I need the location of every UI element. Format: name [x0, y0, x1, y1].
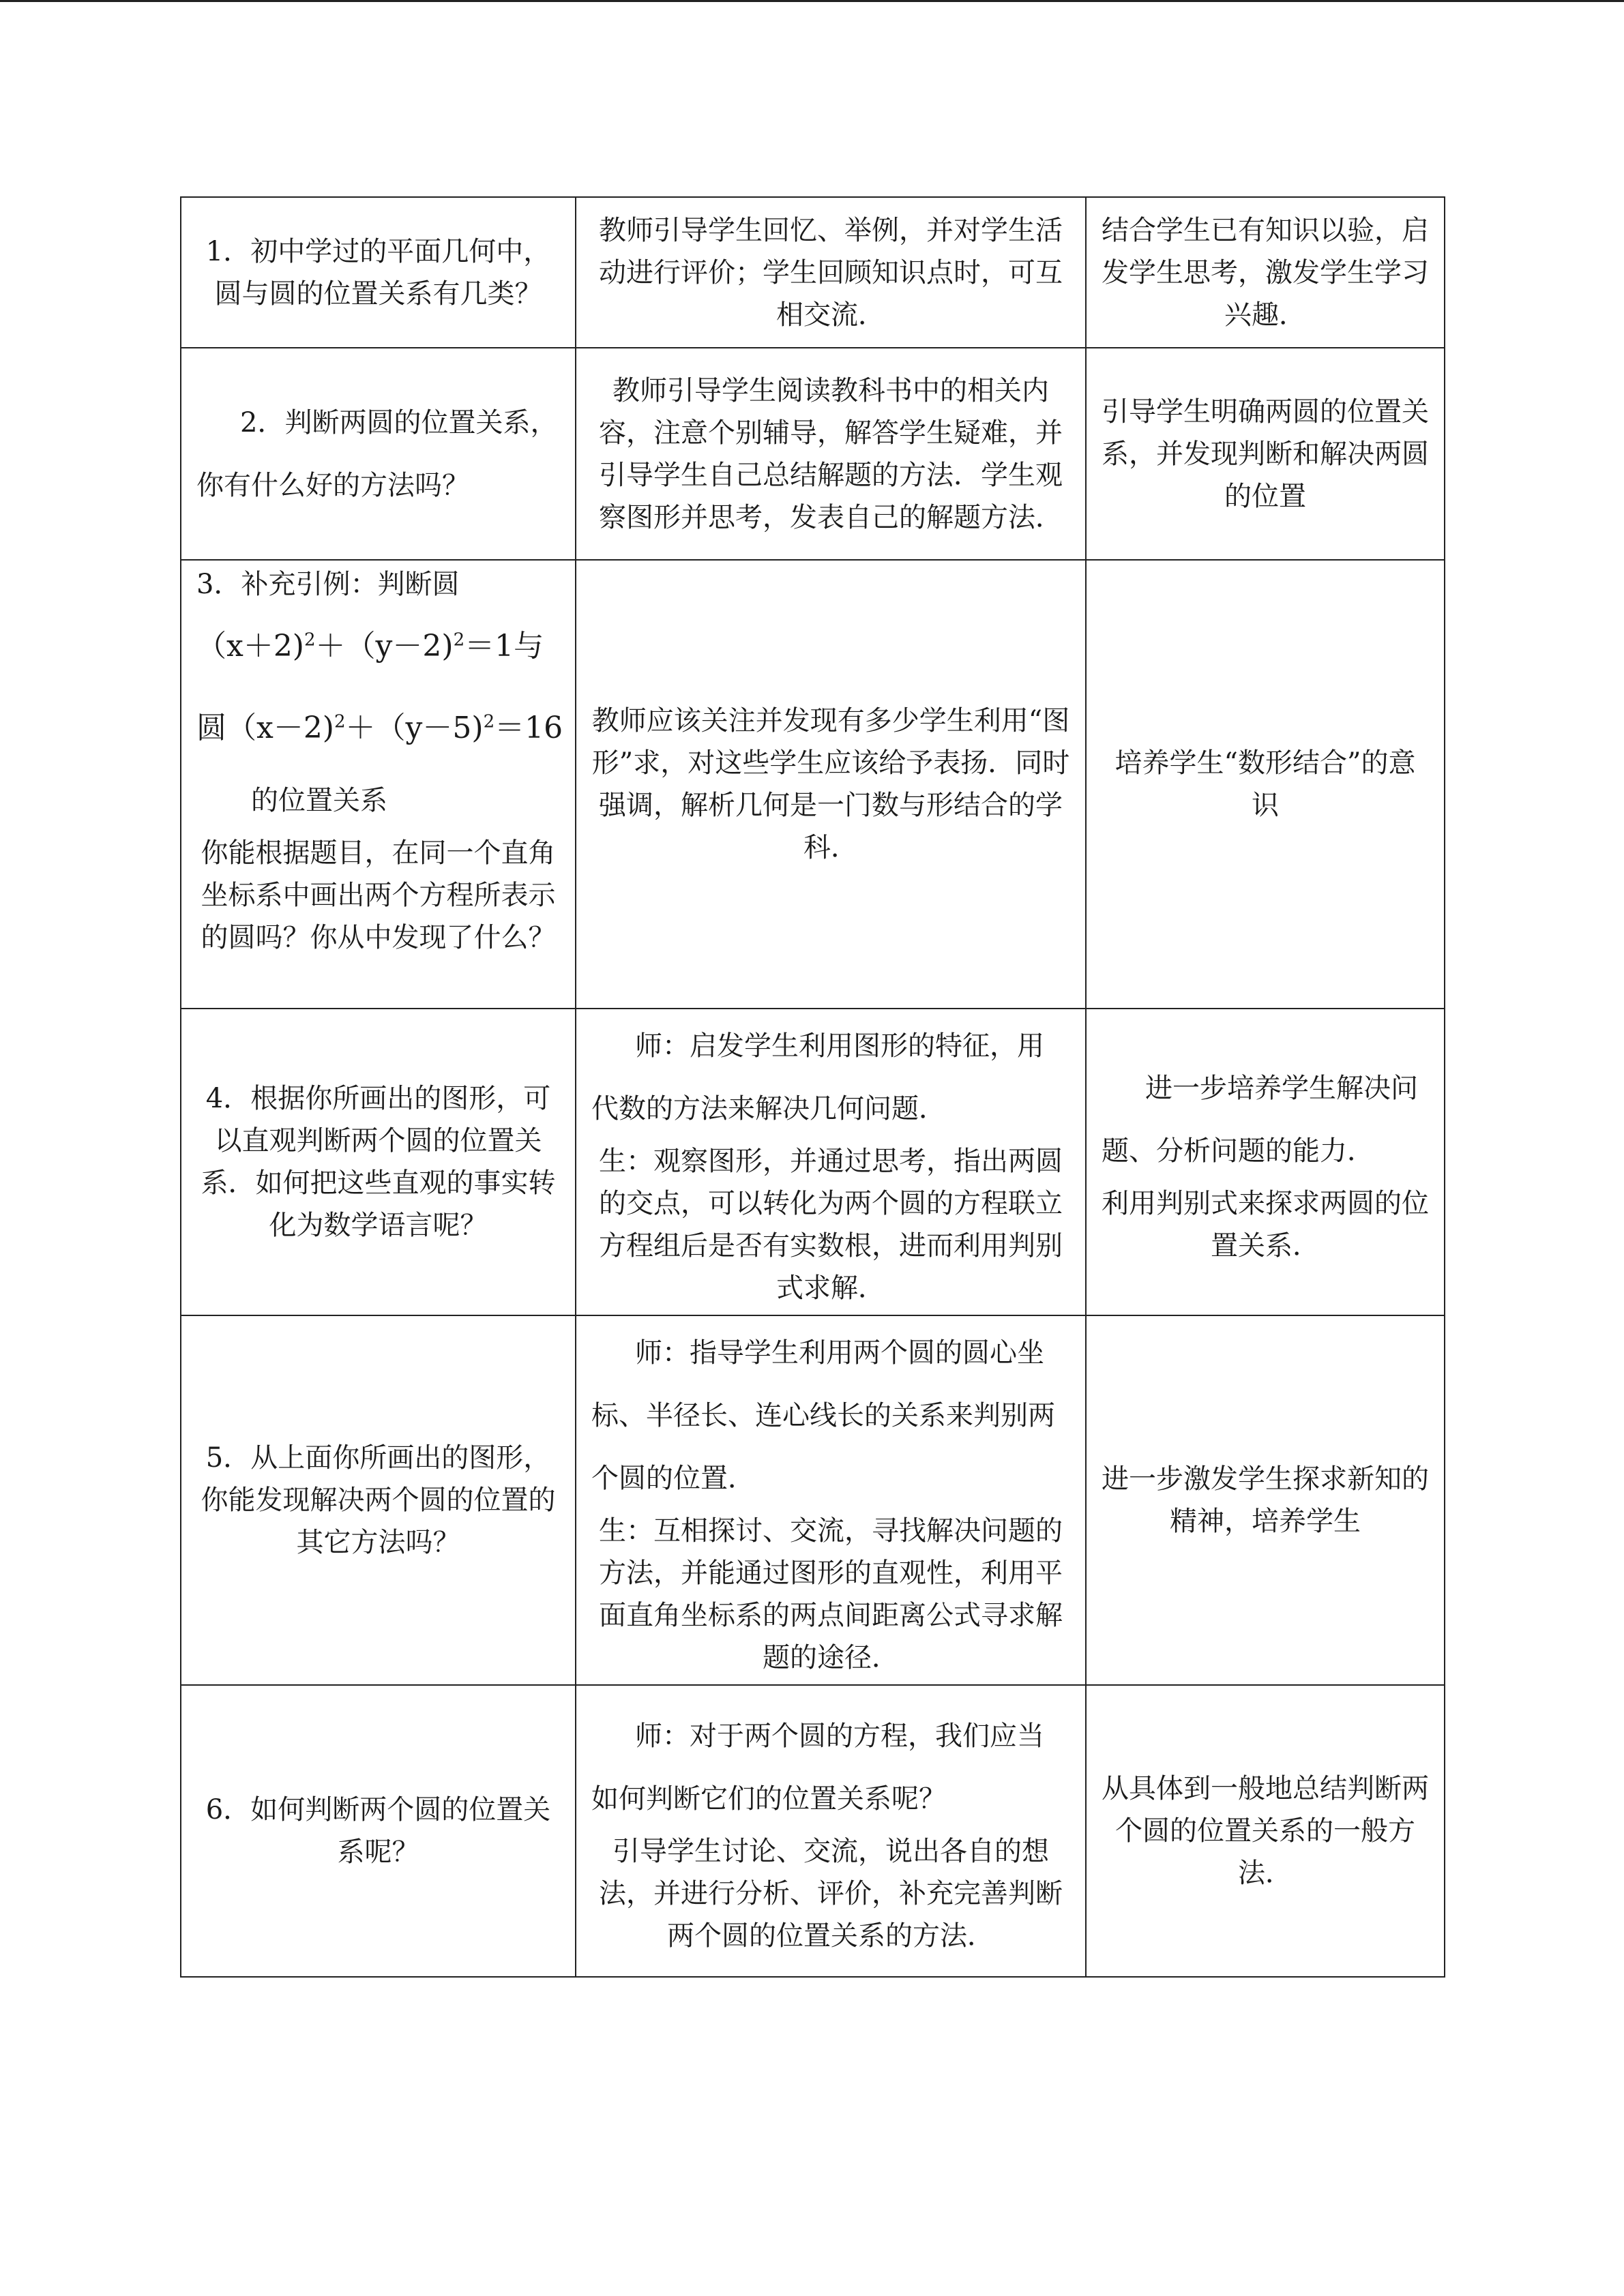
activity-text: 教师引导学生回忆、举例，并对学生活动进行评价；学生回顾知识点时，可互相交流． — [599, 214, 1063, 331]
question-cell — [181, 197, 576, 348]
circle-equation-2: 圆（x－2)$^2$＋（y－5)$^2$＝16 — [196, 711, 563, 745]
question-text: 2．判断两圆的位置关系，你有什么好的方法吗？ — [196, 406, 558, 501]
design-intent-cell — [1086, 348, 1445, 560]
page-top-border — [0, 0, 1624, 2]
table-row — [181, 1315, 1445, 1685]
design-intent-cell — [1086, 197, 1445, 348]
activity-text: 教师引导学生阅读教科书中的相关内容，注意个别辅导，解答学生疑难，并引导学生自己总结解题的方法．学生观察图形并思考，发表自己的解题方法． — [599, 374, 1063, 533]
activity-text: 生：观察图形，并通过思考，指出两圆的交点，可以转化为两个圆的方程联立方程组后是否有实数根，进而利用判别式求解． — [599, 1146, 1063, 1304]
question-text: 5．从上面你所画出的图形，你能发现解决两个圆的位置的其它方法吗？ — [201, 1442, 556, 1558]
question-cell — [181, 1685, 576, 1977]
activity-text: 师：启发学生利用图形的特征，用代数的方法来解决几何问题． — [591, 1030, 1044, 1124]
question-text: 的位置关系 — [251, 785, 387, 816]
question-text: 6．如何判断两个圆的位置关系呢？ — [205, 1794, 551, 1868]
intent-text: 结合学生已有知识以验，启发学生思考，激发学生学习兴趣． — [1102, 214, 1429, 331]
teacher-activity-cell — [576, 1315, 1086, 1685]
intent-text: 培养学生“数形结合”的意识 — [1114, 747, 1416, 821]
table-row — [181, 1009, 1445, 1315]
intent-text: 利用判别式来探求两圆的位置关系． — [1102, 1188, 1429, 1262]
teacher-activity-cell — [576, 348, 1086, 560]
design-intent-cell — [1086, 1009, 1445, 1315]
activity-text: 师：指导学生利用两个圆的圆心坐标、半径长、连心线长的关系来判别两个圆的位置． — [591, 1337, 1055, 1494]
table-row — [181, 560, 1445, 1009]
design-intent-cell — [1086, 1685, 1445, 1977]
activity-text: 引导学生讨论、交流，说出各自的想法，并进行分析、评价，补充完善判断两个圆的位置关系的方法． — [599, 1836, 1063, 1952]
question-cell — [181, 348, 576, 560]
activity-text: 师：对于两个圆的方程，我们应当如何判断它们的位置关系呢？ — [591, 1720, 1044, 1815]
lesson-plan-table — [180, 196, 1445, 1978]
intent-text: 引导学生明确两圆的位置关系，并发现判断和解决两圆的位置 — [1102, 396, 1429, 512]
table-row — [181, 197, 1445, 348]
teacher-activity-cell — [576, 560, 1086, 1009]
question-cell — [181, 1315, 576, 1685]
intent-text: 进一步激发学生探求新知的精神，培养学生 — [1102, 1463, 1429, 1537]
question-intro: 3．补充引例：判断圆 — [196, 569, 460, 600]
activity-text: 生：互相探讨、交流，寻找解决问题的方法，并能通过图形的直观性，利用平面直角坐标系的两点间距离公式寻求解题的途径． — [599, 1515, 1063, 1673]
question-text: 1．初中学过的平面几何中，圆与圆的位置关系有几类？ — [205, 235, 551, 310]
question-text: 你能根据题目，在同一个直角坐标系中画出两个方程所表示的圆吗？你从中发现了什么？ — [201, 837, 556, 953]
teacher-activity-cell — [576, 1009, 1086, 1315]
question-text: 4．根据你所画出的图形，可以直观判断两个圆的位置关系．如何把这些直观的事实转化为数学语言呢？ — [201, 1083, 556, 1241]
teacher-activity-cell — [576, 197, 1086, 348]
table-row — [181, 1685, 1445, 1977]
intent-text: 从具体到一般地总结判断两个圆的位置关系的一般方法． — [1102, 1773, 1429, 1889]
activity-text: 教师应该关注并发现有多少学生利用“图形”求，对这些学生应该给予表扬．同时强调，解析几何是一门数与形结合的学科． — [591, 705, 1070, 863]
question-cell — [181, 560, 576, 1009]
table-row — [181, 348, 1445, 560]
design-intent-cell — [1086, 1315, 1445, 1685]
design-intent-cell — [1086, 560, 1445, 1009]
question-cell — [181, 1009, 576, 1315]
intent-text: 进一步培养学生解决问题、分析问题的能力． — [1102, 1073, 1418, 1167]
circle-equation-1: （x＋2)$^2$＋（y－2)$^2$＝1与 — [196, 629, 544, 664]
teacher-activity-cell — [576, 1685, 1086, 1977]
